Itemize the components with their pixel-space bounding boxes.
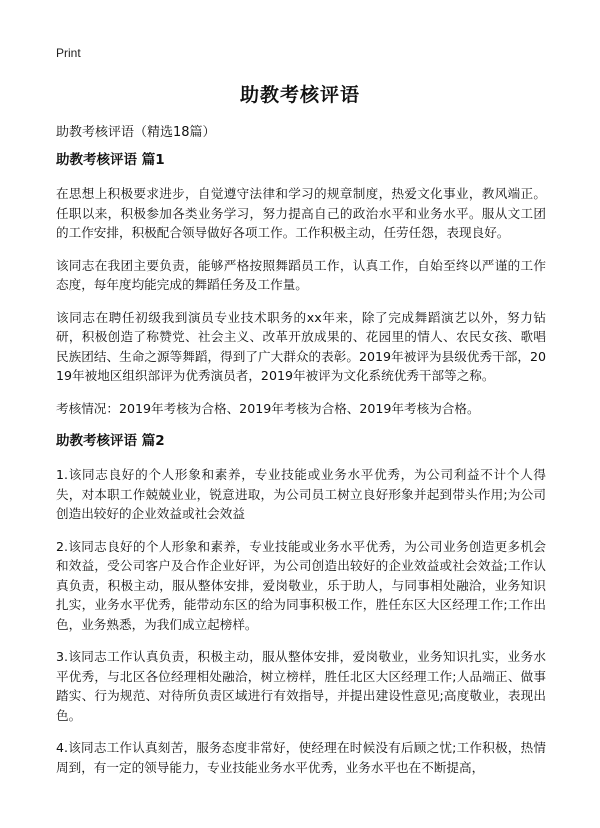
paragraph: 4.该同志工作认真刻苦，服务态度非常好，使经理在时候没有后顾之忧;工作积极，热情周到，有一定的领导能力，专业技能业务水平优秀，业务水平也在不断提高， [56,740,546,775]
paragraph: 1.该同志良好的个人形象和素养，专业技能或业务水平优秀，为公司利益不计个人得失，对本职工作兢兢业业，锐意进取，为公司员工树立良好形象并起到带头作用;为公司创造出较好的企业效益或社会效益 [56,467,546,521]
print-link[interactable]: Print [56,46,81,60]
section-heading: 助教考核评语 篇2 [56,433,165,449]
paragraph: 2.该同志良好的个人形象和素养，专业技能或业务水平优秀，为公司业务创造更多机会和效益，受公司客户及合作企业好评，为公司创造出较好的企业效益或社会效益;工作认真负责，积极主动，服从整体安排，爱岗敬业，乐于助人，与同事相处融洽，业务知识扎实，业务水平优秀，能带动东区的给为同事积极工作，胜任东区大区经理工作;工作出色，业务熟悉，为我们成立起榜样。 [56,538,546,632]
document-title: 助教考核评语 [239,84,360,106]
section-2 [56,431,546,777]
document-subtitle: 助教考核评语（精选18篇） [56,125,216,140]
document-body [56,150,546,790]
section-1 [56,150,546,418]
paragraph: 该同志在聘任初级我到演员专业技术职务的xx年来，除了完成舞蹈演艺以外，努力钻研，积极创造了称赞党、社会主义、改革开放成果的、花园里的情人、农民女孩、歌唱民族团结、生命之源等舞蹈，得到了广大群众的表彰。2019年被评为县级优秀干部，2019年被地区组织部评为优秀演员者，2019年被评为文化系统优秀干部等之称。 [56,309,546,383]
paragraph: 该同志在我团主要负责，能够严格按照舞蹈员工作，认真工作，自始至终以严谨的工作态度，每年度均能完成的舞蹈任务及工作量。 [56,257,546,292]
paragraph: 考核情况：2019年考核为合格、2019年考核为合格、2019年考核为合格。 [56,400,480,416]
paragraph: 3.该同志工作认真负责，积极主动，服从整体安排，爱岗敬业，业务知识扎实，业务水平优秀，与北区各位经理相处融洽，树立榜样，胜任北区大区经理工作;人品端正、做事踏实、行为规范、对待所负责区域进行有效指导，并提出建设性意见;高度敬业，表现出色。 [56,649,546,723]
paragraph: 在思想上积极要求进步，自觉遵守法律和学习的规章制度，热爱文化事业，教风端正。任职以来，积极参加各类业务学习，努力提高自己的政治水平和业务水平。服从文工团的工作安排，积极配合领导做好各项工作。工作积极主动，任劳任怨，表现良好。 [56,186,546,240]
section-heading: 助教考核评语 篇1 [56,152,165,168]
